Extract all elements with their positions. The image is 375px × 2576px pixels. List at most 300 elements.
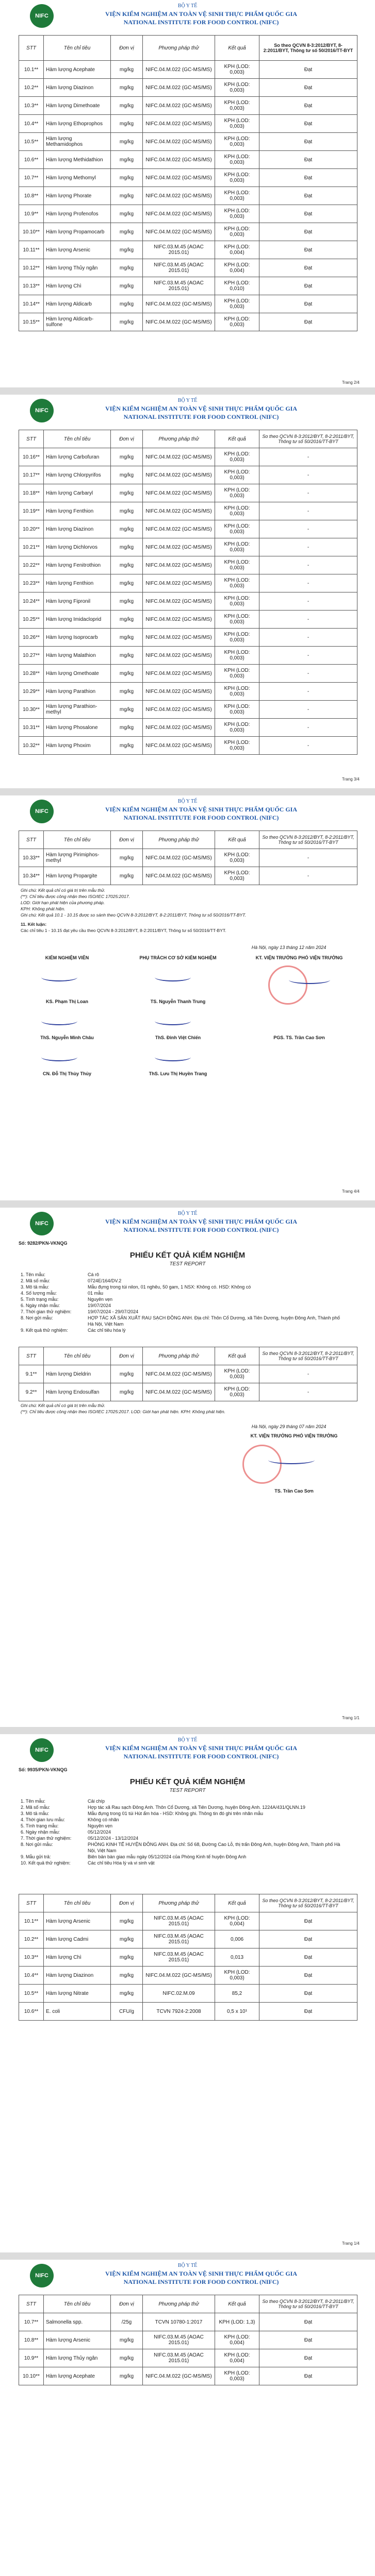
ministry-name: BỘ Y TẾ bbox=[177, 1211, 198, 1216]
notes-block bbox=[21, 887, 351, 934]
nifc-logo: NIFC bbox=[30, 800, 54, 823]
note-line: Ghi chú: Kết quả chỉ có giá trị trên mẫu thử. bbox=[21, 888, 106, 893]
table-header-row bbox=[19, 831, 357, 849]
row-verdict: Đạt bbox=[259, 1967, 357, 1985]
row-stt: 10.2** bbox=[19, 79, 44, 97]
signer-title-left: KIỂM NGHIỆM VIÊN bbox=[45, 955, 89, 960]
info-row: 1. Tên mẫu: Cải chíp bbox=[21, 1799, 105, 1804]
row-result: KPH (LOD: 0,003) bbox=[215, 115, 259, 133]
row-stt: 10.31** bbox=[19, 719, 44, 737]
row-stt: 10.4** bbox=[19, 1967, 44, 1985]
row-result: KPH (LOD: 0,003) bbox=[215, 79, 259, 97]
row-stt: 10.13** bbox=[19, 277, 44, 295]
row-result: KPH (LOD: 0,003) bbox=[215, 484, 259, 502]
row-unit: mg/kg bbox=[111, 574, 143, 592]
row-result: KPH (LOD: 0,003) bbox=[215, 683, 259, 701]
row-name: Hàm lượng Propargite bbox=[44, 867, 111, 885]
row-verdict: Đạt bbox=[259, 277, 357, 295]
row-verdict: Đạt bbox=[259, 133, 357, 151]
nifc-logo: NIFC bbox=[30, 399, 54, 422]
row-verdict: - bbox=[259, 538, 357, 556]
row-unit: mg/kg bbox=[111, 2367, 143, 2385]
table-row bbox=[19, 574, 357, 592]
row-verdict: Đạt bbox=[259, 61, 357, 79]
row-unit: mg/kg bbox=[111, 151, 143, 169]
row-unit: mg/kg bbox=[111, 611, 143, 629]
report-page-2 bbox=[0, 395, 375, 786]
col-unit: Đơn vị bbox=[111, 36, 143, 61]
info-row: 8. Nơi gửi mẫu: HỢP TÁC XÃ SẢN XUẤT RAU SẠCH ĐỒNG ANH. Địa chỉ: Thôn Cổ Dương, xã Tiên Dương, huyện Đông Anh, Thành phố Hà Nội, Việt Nam bbox=[21, 1315, 340, 1327]
row-result: KPH (LOD: 0,003) bbox=[215, 737, 259, 755]
page-number: Trang 3/4 bbox=[342, 777, 360, 782]
page-number: Trang 1/1 bbox=[342, 1716, 360, 1720]
row-stt: 10.5** bbox=[19, 1985, 44, 2003]
page-header bbox=[0, 1208, 375, 1236]
row-verdict: Đạt bbox=[259, 259, 357, 277]
row-method: NIFC.04.M.022 (GC-MS/MS) bbox=[143, 502, 215, 520]
row-verdict: Đạt bbox=[259, 241, 357, 259]
row-method: NIFC.04.M.022 (GC-MS/MS) bbox=[143, 295, 215, 313]
row-name: Salmonella spp. bbox=[44, 2313, 111, 2331]
info-row: 5. Tình trạng mẫu: Nguyên vẹn bbox=[21, 1297, 113, 1302]
institute-name-vi: VIỆN KIỂM NGHIỆM AN TOÀN VỆ SINH THỰC PHẨM QUỐC GIA bbox=[105, 405, 298, 412]
row-result: KPH (LOD: 0,003) bbox=[215, 502, 259, 520]
note-line: LOD: Giới hạn phát hiện của phương pháp. bbox=[21, 900, 105, 905]
table-row bbox=[19, 2331, 357, 2349]
row-stt: 10.1** bbox=[19, 1912, 44, 1930]
row-name: Hàm lượng Dichlorvos bbox=[44, 538, 111, 556]
row-name: Hàm lượng Profenofos bbox=[44, 205, 111, 223]
row-result: KPH (LOD: 0,003) bbox=[215, 592, 259, 611]
table-row bbox=[19, 2003, 357, 2021]
results-table bbox=[19, 430, 357, 755]
row-stt: 10.21** bbox=[19, 538, 44, 556]
row-stt: 9.2** bbox=[19, 1383, 44, 1401]
row-result: KPH (LOD: 0,003) bbox=[215, 719, 259, 737]
row-name: Hàm lượng Diazinon bbox=[44, 520, 111, 538]
table-row bbox=[19, 520, 357, 538]
signature-mark bbox=[155, 973, 191, 981]
row-name: Hàm lượng Carbofuran bbox=[44, 448, 111, 466]
row-method: NIFC.03.M.45 (AOAC 2015.01) bbox=[143, 2331, 215, 2349]
ministry-name: BỘ Y TẾ bbox=[177, 3, 198, 9]
row-stt: 10.8** bbox=[19, 2331, 44, 2349]
row-verdict: - bbox=[259, 466, 357, 484]
ministry-name: BỘ Y TẾ bbox=[177, 2263, 198, 2268]
row-verdict: Đạt bbox=[259, 97, 357, 115]
table-row bbox=[19, 2349, 357, 2367]
row-verdict: Đạt bbox=[259, 2313, 357, 2331]
signer-title-mid: PHỤ TRÁCH CƠ SỞ KIỂM NGHIỆM bbox=[139, 955, 217, 960]
note-line: (**): Chỉ tiêu được công nhận theo ISO/IEC 17025:2017. bbox=[21, 894, 130, 899]
ministry-name: BỘ Y TẾ bbox=[177, 799, 198, 804]
row-unit: mg/kg bbox=[111, 1912, 143, 1930]
table-row bbox=[19, 115, 357, 133]
results-table bbox=[19, 1894, 357, 2021]
table-row bbox=[19, 1948, 357, 1967]
col-name: Tên chỉ tiêu bbox=[44, 1347, 111, 1365]
info-row: 6. Ngày nhận mẫu: 05/12/2024 bbox=[21, 1829, 111, 1835]
conclusion-text: Các chỉ tiêu 1 - 10.15 đạt yêu cầu theo QCVN 8-3:2012/BYT, 8-2:2011/BYT, Thông tư số 50/2016/TT-BYT. bbox=[21, 928, 226, 933]
signer-name: KS. Phạm Thị Loan bbox=[45, 999, 88, 1004]
row-result: KPH (LOD: 0,003) bbox=[215, 611, 259, 629]
table-row bbox=[19, 556, 357, 574]
row-method: NIFC.04.M.022 (GC-MS/MS) bbox=[143, 520, 215, 538]
col-result: Kết quả bbox=[215, 2295, 259, 2313]
col-result: Kết quả bbox=[215, 1347, 259, 1365]
row-verdict: Đạt bbox=[259, 1912, 357, 1930]
row-unit: mg/kg bbox=[111, 683, 143, 701]
table-row bbox=[19, 1365, 357, 1383]
row-unit: mg/kg bbox=[111, 484, 143, 502]
table-row bbox=[19, 683, 357, 701]
table-row bbox=[19, 1985, 357, 2003]
col-method: Phương pháp thử bbox=[143, 430, 215, 448]
info-row: 2. Mã số mẫu: 0724E/164/DV.2 bbox=[21, 1278, 122, 1283]
row-verdict: Đạt bbox=[259, 205, 357, 223]
row-name: Hàm lượng Methamidophos bbox=[44, 133, 111, 151]
row-verdict: Đạt bbox=[259, 2331, 357, 2349]
row-method: NIFC.04.M.022 (GC-MS/MS) bbox=[143, 115, 215, 133]
table-row bbox=[19, 665, 357, 683]
row-method: NIFC.04.M.022 (GC-MS/MS) bbox=[143, 466, 215, 484]
row-method: NIFC.04.M.022 (GC-MS/MS) bbox=[143, 223, 215, 241]
row-verdict: - bbox=[259, 737, 357, 755]
col-name: Tên chỉ tiêu bbox=[44, 831, 111, 849]
row-name: Hàm lượng Arsenic bbox=[44, 241, 111, 259]
row-stt: 10.7** bbox=[19, 169, 44, 187]
row-method: NIFC.04.M.022 (GC-MS/MS) bbox=[143, 97, 215, 115]
results-table bbox=[19, 831, 357, 885]
table-header-row bbox=[19, 1894, 357, 1912]
col-stt: STT bbox=[19, 2295, 44, 2313]
col-unit: Đơn vị bbox=[111, 430, 143, 448]
note-line: Ghi chú: Kết quả 10.1 - 10.15 được so sánh theo QCVN 8-3:2012/BYT, 8-2:2011/BYT, Thông tư số 50/2016/TT-BYT. bbox=[21, 912, 246, 918]
info-row: 2. Mã số mẫu: Hợp tác xã Rau sạch Đông Anh. Thôn Cổ Dương, xã Tiên Dương, huyện Đông Anh. 1224A/431/QLNN.19 bbox=[21, 1805, 305, 1810]
row-method: NIFC.04.M.022 (GC-MS/MS) bbox=[143, 313, 215, 331]
row-result: 0,006 bbox=[215, 1930, 259, 1948]
info-row: 9. Mẫu gửi trả: Biên bản bàn giao mẫu ngày 05/12/2024 của Phòng Kinh tế huyện Đông Anh bbox=[21, 1854, 247, 1859]
row-verdict: - bbox=[259, 629, 357, 647]
row-method: NIFC.04.M.022 (GC-MS/MS) bbox=[143, 867, 215, 885]
table-row bbox=[19, 205, 357, 223]
table-row bbox=[19, 719, 357, 737]
table-row bbox=[19, 647, 357, 665]
row-unit: mg/kg bbox=[111, 538, 143, 556]
page-number: Trang 2/4 bbox=[342, 380, 360, 385]
row-unit: mg/kg bbox=[111, 259, 143, 277]
col-result: Kết quả bbox=[215, 1894, 259, 1912]
page-separator bbox=[0, 788, 375, 795]
row-method: NIFC.04.M.022 (GC-MS/MS) bbox=[143, 1967, 215, 1985]
table-row bbox=[19, 737, 357, 755]
row-result: KPH (LOD: 0,003) bbox=[215, 1967, 259, 1985]
report-id: Số: 9282/PKN-VKNQG bbox=[19, 1241, 68, 1246]
col-method: Phương pháp thử bbox=[143, 2295, 215, 2313]
table-row bbox=[19, 169, 357, 187]
row-stt: 10.22** bbox=[19, 556, 44, 574]
institute-name-vi: VIỆN KIỂM NGHIỆM AN TOÀN VỆ SINH THỰC PHẨM QUỐC GIA bbox=[105, 2270, 298, 2277]
row-stt: 10.18** bbox=[19, 484, 44, 502]
row-stt: 10.28** bbox=[19, 665, 44, 683]
row-unit: mg/kg bbox=[111, 223, 143, 241]
row-unit: mg/kg bbox=[111, 502, 143, 520]
row-unit: mg/kg bbox=[111, 133, 143, 151]
col-stt: STT bbox=[19, 1894, 44, 1912]
col-method: Phương pháp thử bbox=[143, 1894, 215, 1912]
row-method: NIFC.04.M.022 (GC-MS/MS) bbox=[143, 665, 215, 683]
official-stamp bbox=[242, 1445, 282, 1484]
note-line: Ghi chú: Kết quả chỉ có giá trị trên mẫu thử. bbox=[21, 1403, 106, 1408]
row-name: Hàm lượng Omethoate bbox=[44, 665, 111, 683]
info-row: 10. Kết quả thử nghiệm: Các chỉ tiêu Hóa lý và vi sinh vật bbox=[21, 1860, 155, 1866]
row-verdict: - bbox=[259, 867, 357, 885]
row-unit: mg/kg bbox=[111, 1365, 143, 1383]
table-row bbox=[19, 629, 357, 647]
row-verdict: - bbox=[259, 1383, 357, 1401]
row-result: KPH (LOD: 0,003) bbox=[215, 849, 259, 867]
table-row bbox=[19, 223, 357, 241]
col-method: Phương pháp thử bbox=[143, 831, 215, 849]
row-method: NIFC.04.M.022 (GC-MS/MS) bbox=[143, 629, 215, 647]
table-row bbox=[19, 79, 357, 97]
row-method: NIFC.04.M.022 (GC-MS/MS) bbox=[143, 187, 215, 205]
row-method: NIFC.04.M.022 (GC-MS/MS) bbox=[143, 556, 215, 574]
col-stt: STT bbox=[19, 1347, 44, 1365]
row-name: Hàm lượng Fenthion bbox=[44, 502, 111, 520]
row-method: NIFC.04.M.022 (GC-MS/MS) bbox=[143, 205, 215, 223]
ministry-name: BỘ Y TẾ bbox=[177, 398, 198, 403]
row-result: KPH (LOD: 0,003) bbox=[215, 133, 259, 151]
page-separator bbox=[0, 2252, 375, 2260]
institute-name-vi: VIỆN KIỂM NGHIỆM AN TOÀN VỆ SINH THỰC PHẨM QUỐC GIA bbox=[105, 806, 298, 813]
row-stt: 10.5** bbox=[19, 133, 44, 151]
row-verdict: Đạt bbox=[259, 223, 357, 241]
row-stt: 10.9** bbox=[19, 2349, 44, 2367]
row-name: E. coli bbox=[44, 2003, 111, 2021]
page-number: Trang 4/4 bbox=[342, 1189, 360, 1194]
row-unit: mg/kg bbox=[111, 466, 143, 484]
row-method: NIFC.03.M.45 (AOAC 2015.01) bbox=[143, 1930, 215, 1948]
row-verdict: - bbox=[259, 1365, 357, 1383]
report-page-4 bbox=[0, 1208, 375, 1725]
table-row bbox=[19, 484, 357, 502]
table-row bbox=[19, 61, 357, 79]
col-result: Kết quả bbox=[215, 831, 259, 849]
signature-mark bbox=[155, 1053, 191, 1061]
col-method: Phương pháp thử bbox=[143, 36, 215, 61]
row-name: Hàm lượng Imidacloprid bbox=[44, 611, 111, 629]
col-name: Tên chỉ tiêu bbox=[44, 1894, 111, 1912]
info-row: 3. Mô tả mẫu: Mẫu đựng trong 01 túi Hút ẩm hóa - HSD: Không ghi. Thông tin đó ghi trên nhãn mẫu bbox=[21, 1811, 264, 1816]
row-name: Hàm lượng Aldicarb bbox=[44, 295, 111, 313]
row-unit: mg/kg bbox=[111, 169, 143, 187]
row-unit: mg/kg bbox=[111, 737, 143, 755]
row-result: KPH (LOD: 0,003) bbox=[215, 151, 259, 169]
row-name: Hàm lượng Fenthion bbox=[44, 574, 111, 592]
institute-name-en: NATIONAL INSTITUTE FOR FOOD CONTROL (NIFC) bbox=[123, 1226, 279, 1233]
info-row: 6. Ngày nhận mẫu: 19/07/2024 bbox=[21, 1303, 111, 1308]
table-row bbox=[19, 538, 357, 556]
row-unit: mg/kg bbox=[111, 97, 143, 115]
row-name: Hàm lượng Thủy ngân bbox=[44, 2349, 111, 2367]
row-unit: mg/kg bbox=[111, 701, 143, 719]
row-verdict: - bbox=[259, 520, 357, 538]
col-name: Tên chỉ tiêu bbox=[44, 36, 111, 61]
nifc-logo: NIFC bbox=[30, 2264, 54, 2287]
row-stt: 10.32** bbox=[19, 737, 44, 755]
row-name: Hàm lượng Chì bbox=[44, 277, 111, 295]
report-page-6 bbox=[0, 2260, 375, 2576]
row-method: NIFC.03.M.45 (AOAC 2015.01) bbox=[143, 259, 215, 277]
col-name: Tên chỉ tiêu bbox=[44, 430, 111, 448]
row-unit: mg/kg bbox=[111, 647, 143, 665]
row-unit: mg/kg bbox=[111, 277, 143, 295]
note-line: (**): Chỉ tiêu được công nhận theo ISO/IEC 17025:2017. LOD: Giới hạn phát hiện. KPH: Không phát hiện. bbox=[21, 1409, 225, 1414]
row-verdict: Đạt bbox=[259, 2367, 357, 2385]
row-verdict: Đạt bbox=[259, 79, 357, 97]
sample-info bbox=[21, 1272, 356, 1333]
table-row bbox=[19, 187, 357, 205]
table-row bbox=[19, 259, 357, 277]
row-result: KPH (LOD: 0,003) bbox=[215, 665, 259, 683]
table-row bbox=[19, 295, 357, 313]
row-name: Hàm lượng Methomyl bbox=[44, 169, 111, 187]
row-stt: 9.1** bbox=[19, 1365, 44, 1383]
table-row bbox=[19, 133, 357, 151]
row-name: Hàm lượng Isoprocarb bbox=[44, 629, 111, 647]
row-name: Hàm lượng Propamocarb bbox=[44, 223, 111, 241]
row-method: NIFC.04.M.022 (GC-MS/MS) bbox=[143, 61, 215, 79]
results-table bbox=[19, 1347, 357, 1401]
row-result: KPH (LOD: 0,003) bbox=[215, 448, 259, 466]
row-name: Hàm lượng Chì bbox=[44, 1948, 111, 1967]
col-limit: So theo QCVN 8-3:2012/BYT, 8-2:2011/BYT, Thông tư số 50/2016/TT-BYT bbox=[259, 1894, 357, 1912]
nifc-logo: NIFC bbox=[30, 1212, 54, 1235]
col-unit: Đơn vị bbox=[111, 1894, 143, 1912]
col-limit: So theo QCVN 8-3:2012/BYT, 8-2:2011/BYT, Thông tư số 50/2016/TT-BYT bbox=[259, 2295, 357, 2313]
col-limit: So theo QCVN 8-3:2012/BYT, 8-2:2011/BYT, Thông tư số 50/2016/TT-BYT bbox=[259, 1347, 357, 1365]
row-verdict: Đạt bbox=[259, 151, 357, 169]
row-method: NIFC.04.M.022 (GC-MS/MS) bbox=[143, 79, 215, 97]
row-verdict: Đạt bbox=[259, 115, 357, 133]
row-method: NIFC.04.M.022 (GC-MS/MS) bbox=[143, 849, 215, 867]
row-unit: mg/kg bbox=[111, 241, 143, 259]
row-name: Hàm lượng Nitrate bbox=[44, 1985, 111, 2003]
row-result: KPH (LOD: 0,003) bbox=[215, 169, 259, 187]
report-subtitle: TEST REPORT bbox=[169, 1788, 206, 1793]
col-stt: STT bbox=[19, 430, 44, 448]
row-result: 0,5 x 10¹ bbox=[215, 2003, 259, 2021]
page-number: Trang 1/4 bbox=[342, 2241, 360, 2246]
col-unit: Đơn vị bbox=[111, 831, 143, 849]
report-id: Số: 9935/PKN-VKNQG bbox=[19, 1767, 68, 1772]
row-name: Hàm lượng Acephate bbox=[44, 2367, 111, 2385]
row-method: NIFC.04.M.022 (GC-MS/MS) bbox=[143, 1383, 215, 1401]
row-result: KPH (LOD: 0,003) bbox=[215, 223, 259, 241]
page-header bbox=[0, 395, 375, 423]
row-method: NIFC.04.M.022 (GC-MS/MS) bbox=[143, 169, 215, 187]
row-method: NIFC.04.M.022 (GC-MS/MS) bbox=[143, 2367, 215, 2385]
row-stt: 10.30** bbox=[19, 701, 44, 719]
row-unit: mg/kg bbox=[111, 1985, 143, 2003]
info-row: 4. Số lượng mẫu: 01 mẫu bbox=[21, 1291, 104, 1296]
info-row: 1. Tên mẫu: Cá rô bbox=[21, 1272, 100, 1277]
row-verdict: Đạt bbox=[259, 169, 357, 187]
row-stt: 10.11** bbox=[19, 241, 44, 259]
row-stt: 10.1** bbox=[19, 61, 44, 79]
row-verdict: - bbox=[259, 502, 357, 520]
row-verdict: - bbox=[259, 683, 357, 701]
report-page-3 bbox=[0, 795, 375, 1199]
table-row bbox=[19, 97, 357, 115]
table-row bbox=[19, 1383, 357, 1401]
row-result: KPH (LOD: 1,3) bbox=[215, 2313, 259, 2331]
row-method: NIFC.04.M.022 (GC-MS/MS) bbox=[143, 719, 215, 737]
row-method: NIFC.04.M.022 (GC-MS/MS) bbox=[143, 538, 215, 556]
row-method: NIFC.03.M.45 (AOAC 2015.01) bbox=[143, 2349, 215, 2367]
institute-name-vi: VIỆN KIỂM NGHIỆM AN TOÀN VỆ SINH THỰC PHẨM QUỐC GIA bbox=[105, 10, 298, 18]
report-date: Hà Nội, ngày 29 tháng 07 năm 2024 bbox=[251, 1424, 327, 1429]
row-method: NIFC.04.M.022 (GC-MS/MS) bbox=[143, 151, 215, 169]
row-method: NIFC.04.M.022 (GC-MS/MS) bbox=[143, 1365, 215, 1383]
row-unit: /25g bbox=[111, 2313, 143, 2331]
row-verdict: Đạt bbox=[259, 1948, 357, 1967]
table-row bbox=[19, 502, 357, 520]
table-row bbox=[19, 2367, 357, 2385]
table-row bbox=[19, 448, 357, 466]
row-verdict: Đạt bbox=[259, 187, 357, 205]
row-result: KPH (LOD: 0,003) bbox=[215, 1383, 259, 1401]
page-separator bbox=[0, 1727, 375, 1734]
row-unit: mg/kg bbox=[111, 205, 143, 223]
row-result: KPH (LOD: 0,003) bbox=[215, 867, 259, 885]
table-row bbox=[19, 241, 357, 259]
row-name: Hàm lượng Chlorpyrifos bbox=[44, 466, 111, 484]
row-unit: mg/kg bbox=[111, 2331, 143, 2349]
signer-name: TS. Nguyễn Thanh Trung bbox=[150, 999, 206, 1004]
row-name: Hàm lượng Methidathion bbox=[44, 151, 111, 169]
row-result: KPH (LOD: 0,004) bbox=[215, 241, 259, 259]
row-unit: mg/kg bbox=[111, 79, 143, 97]
row-name: Hàm lượng Diazinon bbox=[44, 1967, 111, 1985]
row-unit: mg/kg bbox=[111, 2349, 143, 2367]
row-verdict: - bbox=[259, 849, 357, 867]
row-method: NIFC.03.M.45 (AOAC 2015.01) bbox=[143, 1948, 215, 1967]
row-name: Hàm lượng Phorate bbox=[44, 187, 111, 205]
row-stt: 10.6** bbox=[19, 2003, 44, 2021]
institute-name-en: NATIONAL INSTITUTE FOR FOOD CONTROL (NIFC) bbox=[123, 2278, 279, 2285]
row-verdict: - bbox=[259, 665, 357, 683]
sample-info bbox=[21, 1798, 356, 1866]
row-result: KPH (LOD: 0,003) bbox=[215, 313, 259, 331]
page-header bbox=[0, 2260, 375, 2289]
row-name: Hàm lượng Aldicarb-sulfone bbox=[44, 313, 111, 331]
row-unit: mg/kg bbox=[111, 295, 143, 313]
row-result: KPH (LOD: 0,004) bbox=[215, 1912, 259, 1930]
row-stt: 10.4** bbox=[19, 115, 44, 133]
row-verdict: Đạt bbox=[259, 313, 357, 331]
row-result: KPH (LOD: 0,003) bbox=[215, 629, 259, 647]
row-unit: mg/kg bbox=[111, 629, 143, 647]
table-row bbox=[19, 277, 357, 295]
table-row bbox=[19, 1967, 357, 1985]
row-result: KPH (LOD: 0,004) bbox=[215, 2331, 259, 2349]
nifc-logo: NIFC bbox=[30, 4, 54, 28]
row-unit: CFU/g bbox=[111, 2003, 143, 2021]
col-limit: So theo QCVN 8-3:2012/BYT, 8-2:2011/BYT, Thông tư số 50/2016/TT-BYT bbox=[259, 36, 357, 61]
row-stt: 10.9** bbox=[19, 205, 44, 223]
